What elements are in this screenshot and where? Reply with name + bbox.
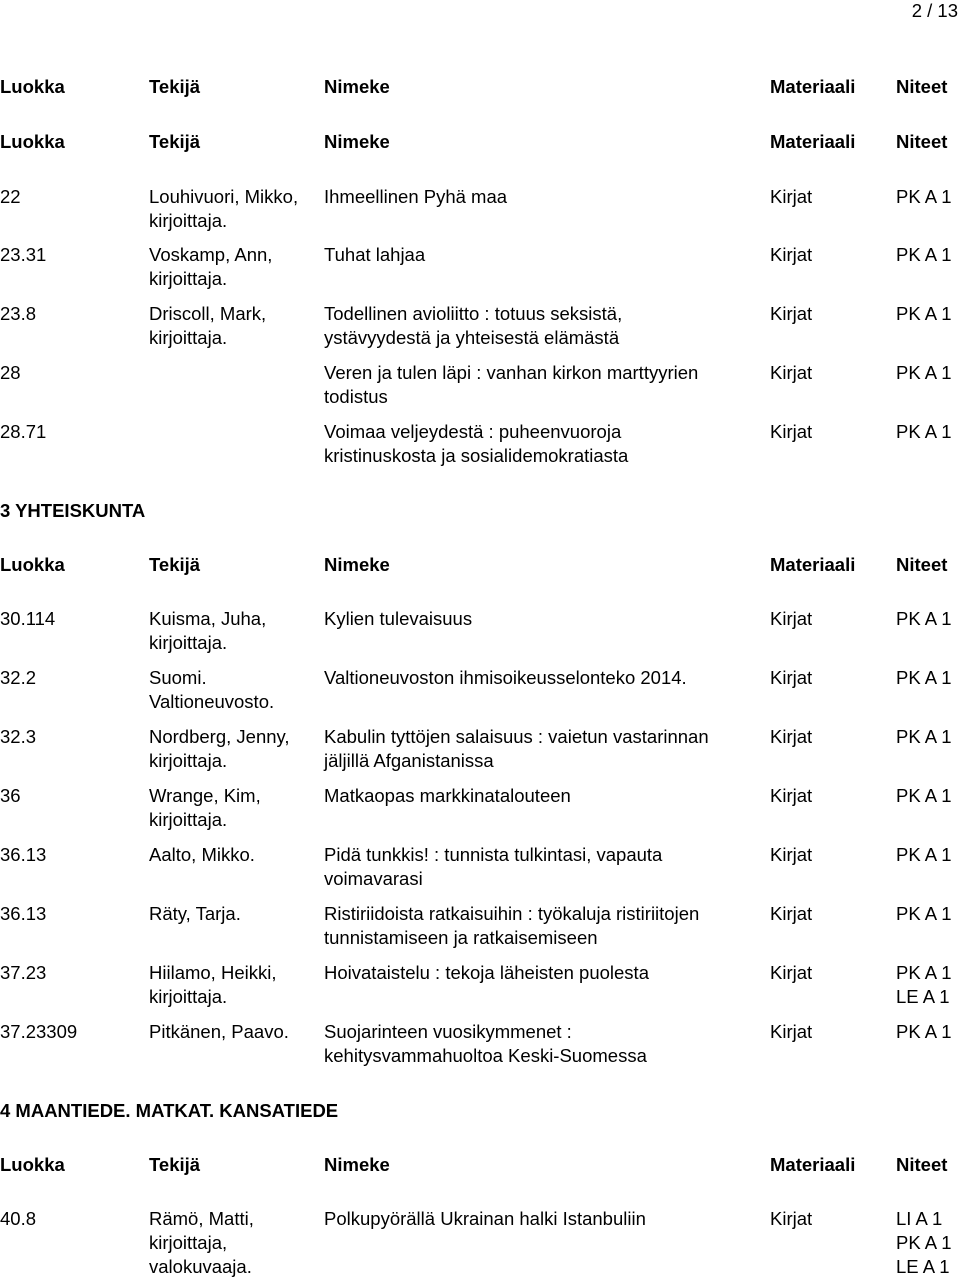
header-tekija: Tekijä [149, 1154, 201, 1175]
cell-materiaali: Kirjat [770, 608, 813, 629]
cell-luokka: 32.3 [0, 726, 37, 747]
cell-tekija: Nordberg, Jenny, kirjoittaja. [149, 726, 290, 771]
header-nimeke: Nimeke [324, 554, 390, 575]
cell-nimeke: Matkaopas markkinatalouteen [324, 785, 571, 806]
cell-nimeke: Todellinen avioliitto : totuus seksistä, ystävyydestä ja yhteisestä elämästä [324, 303, 623, 348]
cell-tekija: Rämö, Matti, kirjoittaja, valokuvaaja. [149, 1208, 254, 1277]
header-materiaali: Materiaali [770, 131, 856, 152]
cell-tekija: Wrange, Kim, kirjoittaja. [149, 785, 261, 830]
header-materiaali: Materiaali [770, 76, 856, 97]
cell-nimeke: Veren ja tulen läpi : vanhan kirkon marttyyrien todistus [324, 362, 699, 407]
cell-materiaali: Kirjat [770, 1208, 813, 1229]
cell-materiaali: Kirjat [770, 962, 813, 983]
cell-luokka: 36.13 [0, 844, 47, 865]
cell-niteet: LI A 1 PK A 1 LE A 1 [896, 1208, 952, 1277]
header-luokka: Luokka [0, 131, 65, 152]
cell-tekija: Voskamp, Ann, kirjoittaja. [149, 244, 273, 289]
cell-luokka: 37.23 [0, 962, 47, 983]
page-number: 2 / 13 [911, 0, 958, 21]
cell-niteet: PK A 1 [896, 667, 952, 688]
header-tekija: Tekijä [149, 554, 201, 575]
cell-niteet: PK A 1 [896, 1021, 952, 1042]
cell-luokka: 28.71 [0, 421, 47, 442]
cell-nimeke: Hoivataistelu : tekoja läheisten puolesta [324, 962, 649, 983]
cell-luokka: 22 [0, 186, 21, 207]
cell-materiaali: Kirjat [770, 244, 813, 265]
cell-luokka: 37.23309 [0, 1021, 78, 1042]
cell-tekija: Pitkänen, Paavo. [149, 1021, 289, 1042]
cell-niteet: PK A 1 [896, 421, 952, 442]
cell-materiaali: Kirjat [770, 421, 813, 442]
cell-luokka: 28 [0, 362, 21, 383]
cell-luokka: 40.8 [0, 1208, 37, 1229]
header-materiaali: Materiaali [770, 554, 856, 575]
cell-materiaali: Kirjat [770, 844, 813, 865]
cell-nimeke: Valtioneuvoston ihmisoikeusselonteko 2014. [324, 667, 687, 688]
cell-materiaali: Kirjat [770, 303, 813, 324]
header-tekija: Tekijä [149, 76, 201, 97]
header-nimeke: Nimeke [324, 1154, 390, 1175]
header-nimeke: Nimeke [324, 131, 390, 152]
cell-materiaali: Kirjat [770, 726, 813, 747]
header-tekija: Tekijä [149, 131, 201, 152]
cell-materiaali: Kirjat [770, 785, 813, 806]
cell-nimeke: Kylien tulevaisuus [324, 608, 473, 629]
cell-luokka: 23.8 [0, 303, 37, 324]
header-niteet: Niteet [896, 1154, 948, 1175]
cell-niteet: PK A 1 [896, 303, 952, 324]
cell-tekija: Louhivuori, Mikko, kirjoittaja. [149, 186, 299, 231]
cell-nimeke: Pidä tunkkis! : tunnista tulkintasi, vapauta voimavarasi [324, 844, 663, 889]
cell-niteet: PK A 1 [896, 844, 952, 865]
header-niteet: Niteet [896, 131, 948, 152]
cell-nimeke: Tuhat lahjaa [324, 244, 426, 265]
cell-materiaali: Kirjat [770, 667, 813, 688]
cell-luokka: 36 [0, 785, 21, 806]
cell-materiaali: Kirjat [770, 362, 813, 383]
cell-nimeke: Polkupyörällä Ukrainan halki Istanbuliin [324, 1208, 646, 1229]
header-niteet: Niteet [896, 554, 948, 575]
cell-nimeke: Voimaa veljeydestä : puheenvuoroja kristinuskosta ja sosialidemokratiasta [324, 421, 629, 466]
cell-tekija: Driscoll, Mark, kirjoittaja. [149, 303, 267, 348]
cell-niteet: PK A 1 [896, 244, 952, 265]
cell-niteet: PK A 1 [896, 362, 952, 383]
header-nimeke: Nimeke [324, 76, 390, 97]
header-niteet: Niteet [896, 76, 948, 97]
section-heading: 3 YHTEISKUNTA [0, 500, 146, 521]
cell-luokka: 36.13 [0, 903, 47, 924]
header-materiaali: Materiaali [770, 1154, 856, 1175]
cell-nimeke: Suojarinteen vuosikymmenet : kehitysvammahuoltoa Keski-Suomessa [324, 1021, 647, 1066]
header-luokka: Luokka [0, 76, 65, 97]
cell-luokka: 32.2 [0, 667, 37, 688]
cell-tekija: Hiilamo, Heikki, kirjoittaja. [149, 962, 277, 1007]
cell-niteet: PK A 1 [896, 903, 952, 924]
cell-luokka: 23.31 [0, 244, 47, 265]
cell-niteet: PK A 1 [896, 186, 952, 207]
cell-niteet: PK A 1 [896, 726, 952, 747]
cell-niteet: PK A 1 [896, 785, 952, 806]
cell-niteet: PK A 1 [896, 608, 952, 629]
cell-nimeke: Ristiriidoista ratkaisuihin : työkaluja ristiriitojen tunnistamiseen ja ratkaisemiseen [324, 903, 700, 948]
cell-nimeke: Kabulin tyttöjen salaisuus : vaietun vastarinnan jäljillä Afganistanissa [324, 726, 709, 771]
cell-tekija: Kuisma, Juha, kirjoittaja. [149, 608, 267, 653]
cell-luokka: 30.114 [0, 608, 56, 629]
section-heading: 4 MAANTIEDE. MATKAT. KANSATIEDE [0, 1100, 339, 1121]
cell-materiaali: Kirjat [770, 903, 813, 924]
header-luokka: Luokka [0, 1154, 65, 1175]
cell-materiaali: Kirjat [770, 1021, 813, 1042]
cell-niteet: PK A 1 LE A 1 [896, 962, 952, 1007]
cell-materiaali: Kirjat [770, 186, 813, 207]
cell-tekija: Suomi. Valtioneuvosto. [149, 667, 275, 712]
cell-tekija: Räty, Tarja. [149, 903, 241, 924]
header-luokka: Luokka [0, 554, 65, 575]
cell-tekija: Aalto, Mikko. [149, 844, 255, 865]
cell-nimeke: Ihmeellinen Pyhä maa [324, 186, 508, 207]
